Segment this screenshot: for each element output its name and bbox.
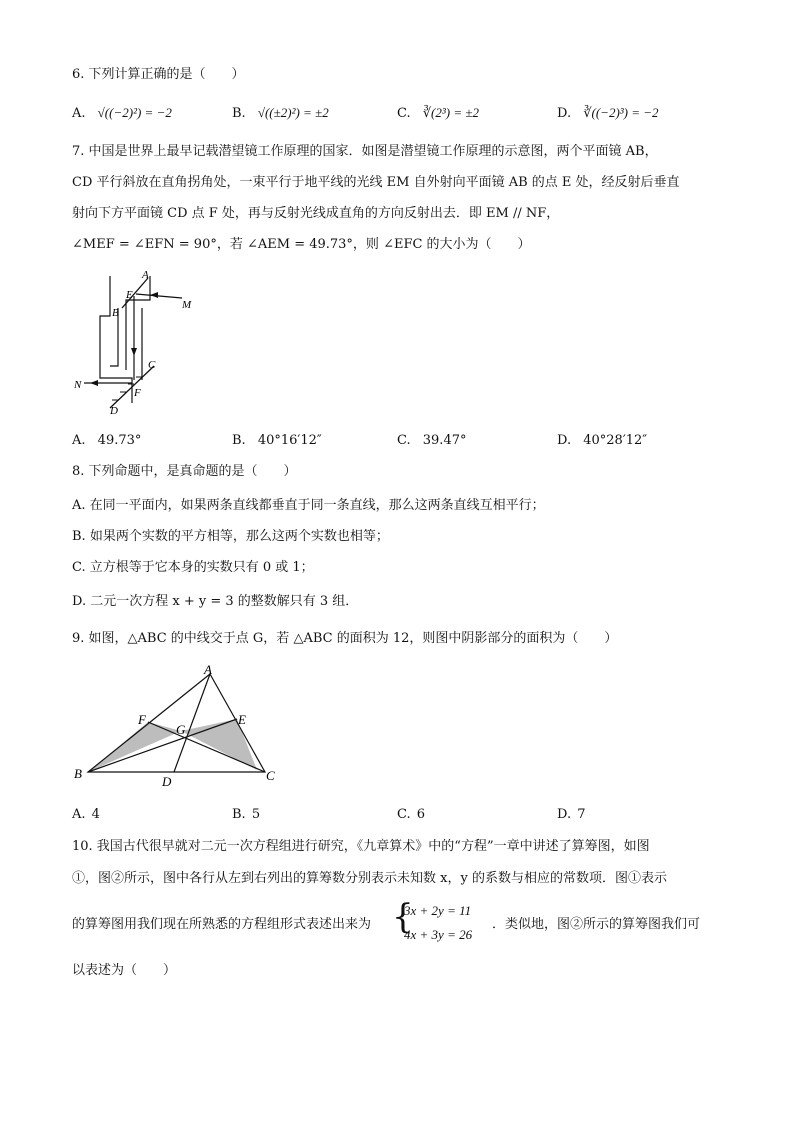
triangle-label-a: A	[204, 662, 212, 677]
q7-option-d[interactable]	[557, 432, 647, 450]
periscope-label-c: C	[148, 359, 156, 371]
q10-line-3-prefix: 的算筹图用我们现在所熟悉的方程组形式表述出来为	[72, 917, 372, 932]
q9-option-c-text: 6	[416, 807, 426, 822]
q10-equation-1: 3x + 2y = 11	[404, 903, 472, 918]
triangle-label-c: C	[266, 768, 275, 783]
triangle-label-b: B	[74, 766, 82, 781]
q9-option-b-text: 5	[251, 807, 261, 822]
q9-option-d-text: 7	[577, 807, 586, 822]
q9-option-c[interactable]	[397, 806, 425, 824]
q6-option-d[interactable]	[557, 104, 659, 123]
q7-option-c-text: 39.47°	[422, 433, 467, 448]
q10-equation-brace: {	[392, 897, 414, 937]
q6-stem: 6. 下列计算正确的是（ ）	[72, 67, 245, 82]
q10-line-2: ①，图②所示，图中各行从左到右列出的算筹数分别表示未知数 x，y 的系数与相应的常数项．图①表示	[72, 871, 667, 886]
q6-option-d-label: D.	[557, 106, 572, 121]
q7-option-b[interactable]	[232, 432, 322, 450]
q9-stem: 9. 如图，△ABC 的中线交于点 G，若 △ABC 的面积为 12，则图中阴影部分的面积为（ ）	[72, 631, 618, 646]
q6-option-c-expr: ∛(2³) = ±2	[422, 105, 480, 120]
q6-option-d-expr: ∛((−2)³) = −2	[583, 105, 659, 120]
triangle-figure	[70, 662, 280, 792]
q6-option-b[interactable]	[232, 104, 329, 123]
triangle-label-f: F	[138, 712, 146, 727]
q7-option-a[interactable]	[72, 432, 141, 450]
q7-option-d-label: D.	[557, 433, 572, 448]
q6-option-a-expr: √((−2)²) = −2	[97, 105, 172, 120]
triangle-label-g: G	[176, 722, 186, 737]
triangle-label-e: E	[238, 712, 246, 727]
q9-option-a-label: A.	[72, 807, 86, 822]
q7-option-c-label: C.	[397, 433, 411, 448]
q7-line-1: 7. 中国是世界上最早记载潜望镜工作原理的国家．如图是潜望镜工作原理的示意图，两个平面镜 AB，	[72, 144, 658, 159]
q10-line-3	[72, 916, 371, 934]
q10-line-3-suffix: ．类似地，图②所示的算筹图我们可	[492, 917, 701, 932]
q7-option-d-text: 40°28′12″	[583, 433, 648, 448]
q6-option-c-label: C.	[397, 106, 411, 121]
q8-option-d[interactable]: D. 二元一次方程 x + y = 3 的整数解只有 3 组．	[72, 594, 359, 609]
q8-option-c[interactable]: C. 立方根等于它本身的实数只有 0 或 1；	[72, 560, 314, 575]
q8-stem: 8. 下列命题中，是真命题的是（ ）	[72, 464, 297, 479]
q7-option-a-text: 49.73°	[97, 433, 142, 448]
q9-option-a-text: 4	[91, 807, 100, 822]
q7-line-4: ∠MEF = ∠EFN = 90°，若 ∠AEM = 49.73°，则 ∠EFC 的大小为（ ）	[72, 237, 531, 252]
q6-option-a[interactable]	[72, 104, 172, 123]
q6-option-b-label: B.	[232, 106, 246, 121]
q7-option-b-text: 40°16′12″	[257, 433, 322, 448]
periscope-figure	[70, 268, 210, 418]
periscope-label-m: M	[182, 299, 192, 311]
q10-equation-2: 4x + 3y = 26	[404, 927, 473, 942]
q9-option-b-label: B.	[232, 807, 246, 822]
q7-option-c[interactable]	[397, 432, 466, 450]
q6-option-c[interactable]	[397, 104, 479, 123]
q10-line-1: 10. 我国古代很早就对二元一次方程组进行研究，《九章算术》中的“方程”一章中讲述了算筹图，如图	[72, 839, 650, 854]
q6-option-b-expr: √((±2)²) = ±2	[257, 105, 329, 120]
q8-option-a[interactable]: A. 在同一平面内，如果两条直线都垂直于同一条直线，那么这两条直线互相平行；	[72, 498, 545, 513]
q7-line-3: 射向下方平面镜 CD 点 F 处，再与反射光线成直角的方向反射出去．即 EM // NF，	[72, 206, 560, 221]
q10-line-4: 以表述为（ ）	[72, 963, 177, 978]
q7-option-a-label: A.	[72, 433, 86, 448]
q7-line-2: CD 平行斜放在直角拐角处，一束平行于地平线的光线 EM 自外射向平面镜 AB 的点 E 处，经反射后垂直	[72, 175, 680, 190]
periscope-label-n: N	[74, 379, 82, 391]
q9-option-b[interactable]	[232, 806, 260, 824]
triangle-label-d: D	[162, 774, 172, 789]
periscope-label-f: F	[134, 387, 141, 399]
periscope-label-d: D	[110, 405, 118, 417]
q9-option-c-label: C.	[397, 807, 411, 822]
periscope-label-a: A	[142, 269, 149, 281]
periscope-label-e: E	[126, 289, 133, 301]
q7-option-b-label: B.	[232, 433, 246, 448]
q9-option-d[interactable]	[557, 806, 586, 824]
q8-option-b[interactable]: B. 如果两个实数的平方相等，那么这两个实数也相等；	[72, 529, 389, 544]
periscope-label-b: B	[112, 307, 119, 319]
q9-option-d-label: D.	[557, 807, 572, 822]
q6-option-a-label: A.	[72, 106, 86, 121]
q9-option-a[interactable]	[72, 806, 100, 824]
